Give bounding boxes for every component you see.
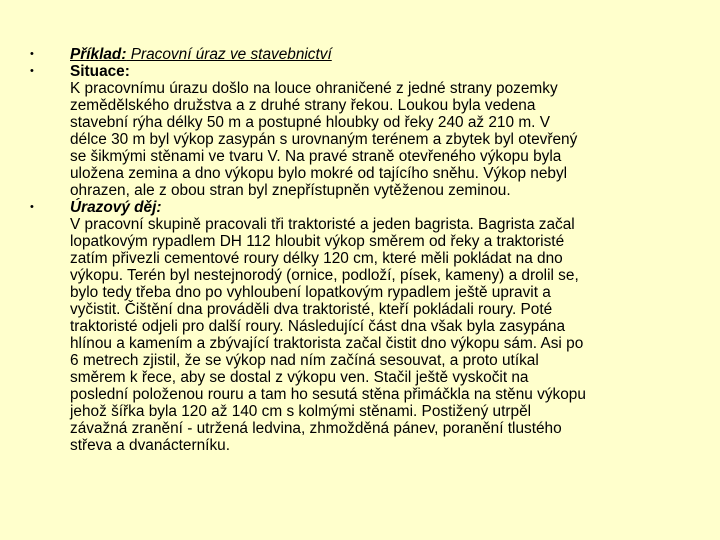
bullet-dot-icon: • [30,65,34,77]
text-line: stavební rýha délky 50 m a postupné hloubky od řeky 240 až 210 m. V [70,114,550,131]
example-subject: Pracovní úraz ve stavebnictví [126,46,332,63]
list-item-situation [28,63,708,199]
text-line: výkopu. Terén byl nestejnorodý (ornice, podloží, písek, kameny) a drolil se, [70,267,579,284]
text-line: střeva a dvanácterníku. [70,437,230,454]
list-item-accident-event [28,199,708,454]
text-line: bylo tedy třeba dno po vyhloubení lopatkovým rypadlem ještě upravit a [70,284,551,301]
text-line: K pracovnímu úrazu došlo na louce ohraničené z jedné strany pozemky [70,80,558,97]
text-line: V pracovní skupině pracovali tři traktoristé a jeden bagrista. Bagrista začal [70,216,575,233]
example-title [70,46,332,63]
text-line: zatím přivezli cementové roury délky 120 cm, které měli pokládat na dno [70,250,563,267]
text-line: se šikmými stěnami ve tvaru V. Na pravé straně otevřeného výkopu byla [70,148,562,165]
situation-heading: Situace: [70,63,130,80]
text-line: délce 30 m byl výkop zasypán s urovnaným terénem a zbytek byl otevřený [70,131,578,148]
text-line: traktoristé odjeli pro další roury. Následující část dna však byla zasypána [70,318,566,335]
text-line: směrem k řece, aby se dostal z výkopu ven. Stačil ještě vyskočit na [70,369,529,386]
text-line: poslední položenou rouru a tam ho sesutá stěna přimáčkla na stěnu výkopu [70,386,586,403]
accident-event-text [70,216,708,454]
text-line: lopatkovým rypadlem DH 112 hloubit výkop směrem od řeky a traktoristé [70,233,565,250]
text-line: 6 metrech zjistil, že se výkop nad ním začíná sesouvat, a proto utíkal [70,352,539,369]
text-line: uložena zemina a dno výkopu bylo mokré od tajícího sněhu. Výkop nebyl [70,165,568,182]
text-line: závažná zranění - utržená ledvina, zhmožděná pánev, poranění tlustého [70,420,562,437]
text-line: ohrazen, ale z obou stran byl znepřístupněn vytěženou zeminou. [70,182,511,199]
text-line: hlínou a kamením a zbývající traktorista začal čistit dno výkopu sám. Asi po [70,335,584,352]
bullet-dot-icon: • [30,48,34,60]
example-label: Příklad: [70,46,127,63]
accident-event-heading: Úrazový děj: [70,199,162,216]
text-line: vyčistit. Čištění dna prováděli dva traktoristé, kteří pokládali roury. Poté [70,301,553,318]
text-line: jehož šířka byla 120 až 140 cm s kolmými stěnami. Postižený utrpěl [70,403,532,420]
list-item-example-title [28,46,708,63]
text-line: zemědělského družstva a z druhé strany řekou. Loukou byla vedena [70,97,536,114]
bullet-dot-icon: • [30,201,34,213]
situation-text [70,80,708,199]
bullet-list [28,46,708,454]
